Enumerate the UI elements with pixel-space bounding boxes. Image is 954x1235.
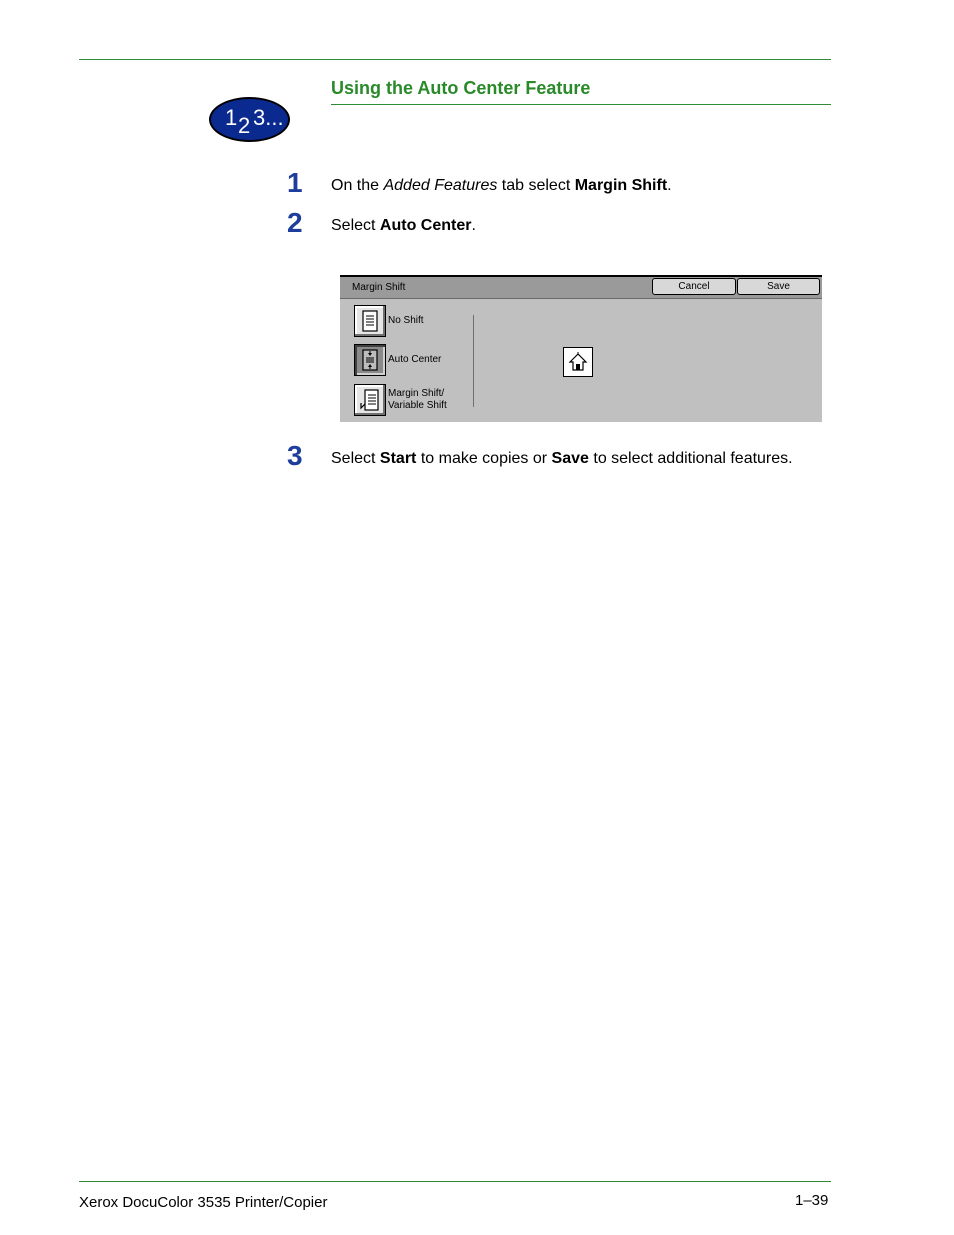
- steps-badge-icon: [209, 97, 290, 142]
- step-text-2: [331, 217, 476, 235]
- margin-shift-screen: [340, 275, 822, 422]
- screen-title: Margin Shift: [352, 282, 406, 293]
- center-page-icon: [360, 349, 380, 371]
- footer-product-name: Xerox DocuColor 3535 Printer/Copier: [79, 1194, 328, 1211]
- auto-center-button[interactable]: [354, 344, 386, 376]
- step3-middle: to make copies or: [416, 450, 552, 467]
- step-number-1: 1: [287, 167, 303, 198]
- top-rule: [79, 59, 831, 60]
- step3-bold-save: Save: [551, 450, 589, 467]
- step1-middle: tab select: [497, 177, 575, 194]
- step1-italic: Added Features: [383, 177, 498, 194]
- shift-page-icon: [360, 389, 380, 411]
- badge-digit-one: 1: [225, 105, 238, 130]
- step2-bold: Auto Center: [379, 217, 472, 234]
- screen-header: [340, 277, 822, 299]
- no-shift-button[interactable]: [354, 305, 386, 337]
- no-shift-label: No Shift: [388, 315, 424, 326]
- badge-digit-rest: 3...: [253, 105, 284, 130]
- step3-bold-start: Start: [379, 450, 417, 467]
- save-button[interactable]: Save: [737, 278, 820, 295]
- step1-prefix: On the: [331, 177, 384, 194]
- section-title: Using the Auto Center Feature: [331, 78, 591, 98]
- margin-shift-label-line1: Margin Shift/: [388, 388, 445, 399]
- badge-digit-two: 2: [238, 113, 251, 138]
- step-number-2: 2: [287, 207, 303, 238]
- margin-shift-button[interactable]: [354, 384, 386, 416]
- page-icon: [360, 310, 380, 332]
- step3-prefix: Select: [331, 450, 380, 467]
- options-divider: [473, 315, 474, 407]
- step3-suffix: to select additional features.: [588, 450, 793, 467]
- auto-center-label: Auto Center: [388, 354, 442, 365]
- step2-suffix: .: [471, 217, 476, 234]
- step-text-3: [331, 450, 793, 468]
- step2-prefix: Select: [331, 217, 380, 234]
- step-number-3: 3: [287, 440, 303, 471]
- step1-bold: Margin Shift: [574, 177, 668, 194]
- cancel-button[interactable]: Cancel: [652, 278, 736, 295]
- footer-page-number: 1–39: [795, 1192, 829, 1209]
- house-icon: [568, 352, 588, 372]
- step1-suffix: .: [667, 177, 672, 194]
- bottom-rule: [79, 1181, 831, 1182]
- step-text-1: [331, 177, 672, 195]
- margin-shift-label: [388, 388, 447, 412]
- preview-box: [563, 347, 593, 377]
- margin-shift-label-line2: Variable Shift: [388, 400, 447, 411]
- title-rule: [331, 104, 831, 105]
